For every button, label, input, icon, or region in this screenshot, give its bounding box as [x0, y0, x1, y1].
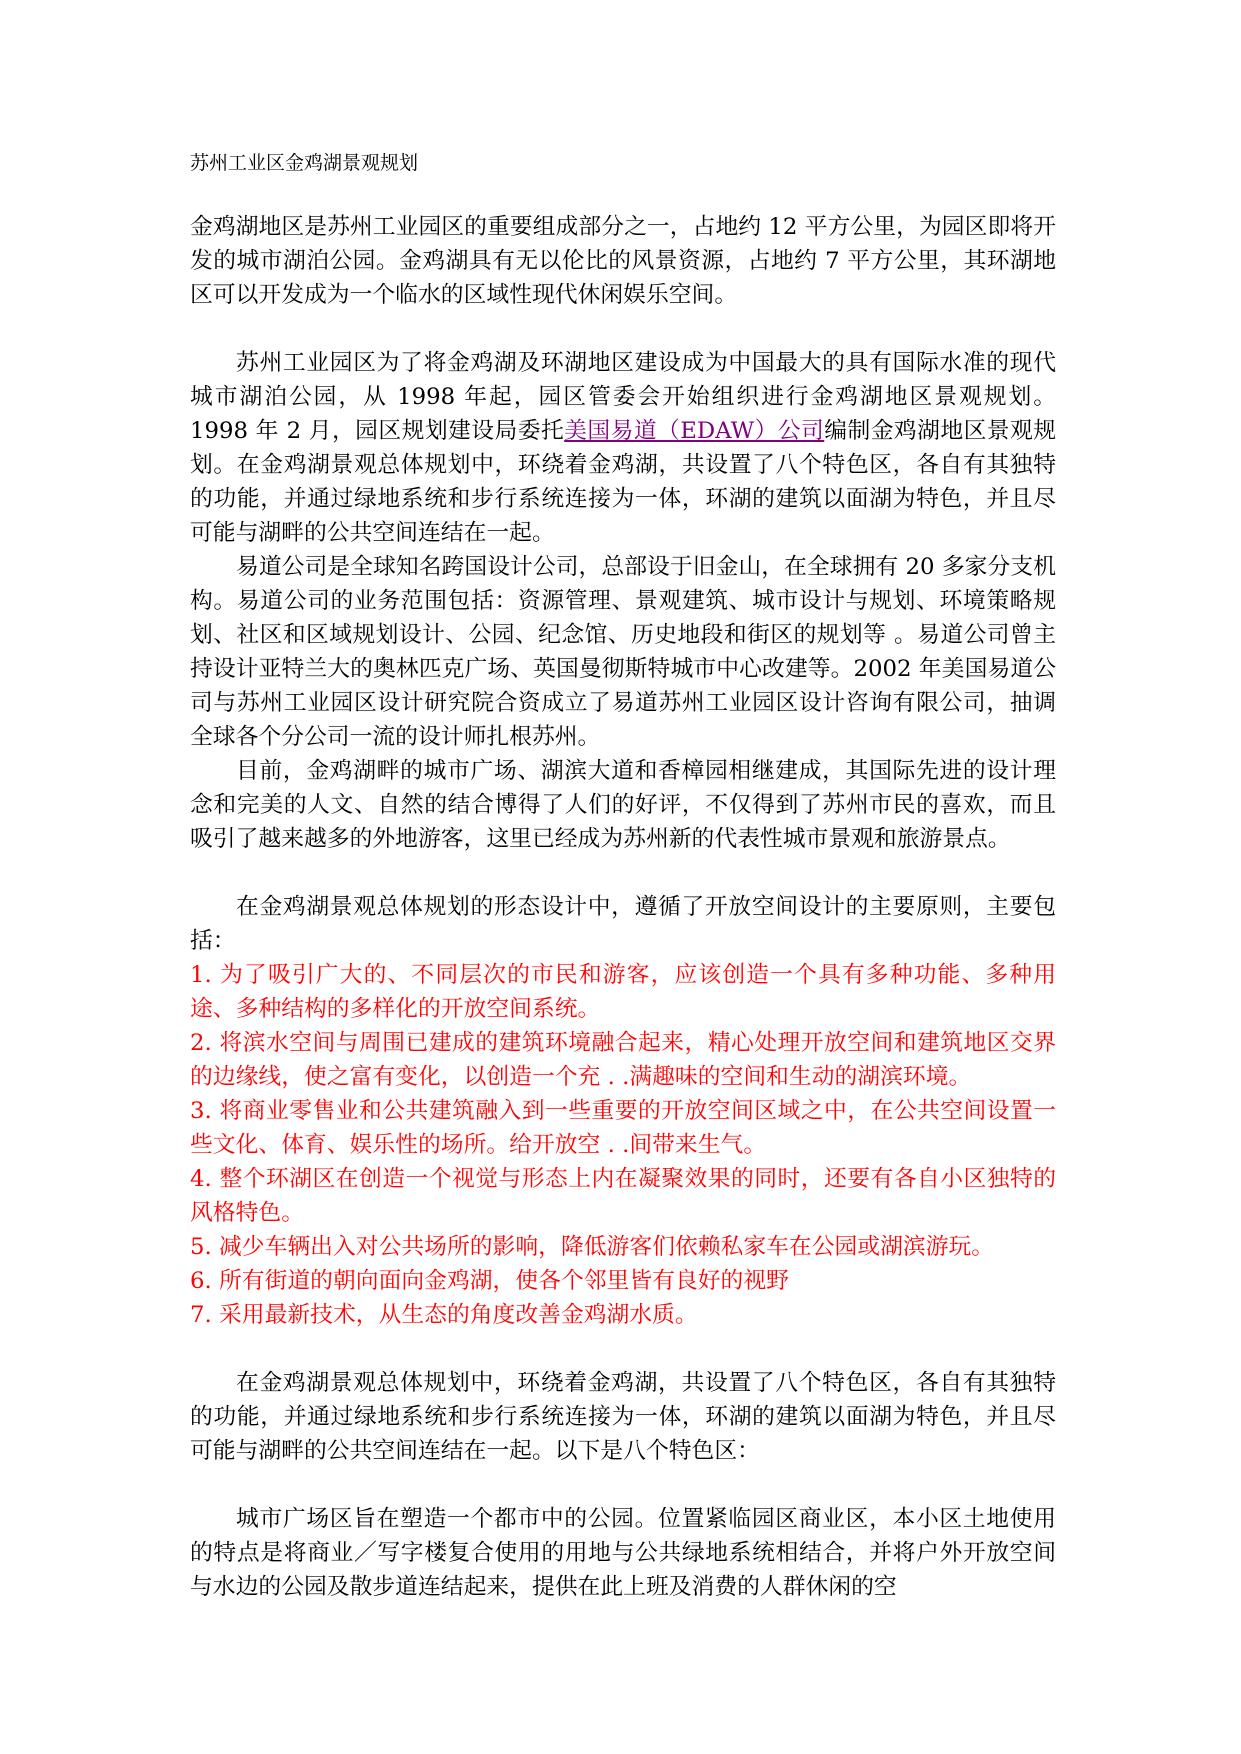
- principle-item: 6. 所有街道的朝向面向金鸡湖，使各个邻里皆有良好的视野: [190, 1268, 789, 1294]
- edaw-link[interactable]: 美国易道（EDAW）公司: [564, 418, 825, 444]
- history-text-after-link: 编制金鸡湖地区景观规划。在金鸡湖景观总体规划中，环绕着金鸡湖，共设置了八个特色区，各自有其独特的功能，并通过绿地系统和步行系统连接为一体，环湖的建筑以面湖为特色，并且尽可能与湖畔的公共空间连结在一起。: [190, 418, 1057, 546]
- principle-item: 5. 减少车辆出入对公共场所的影响，降低游客们依赖私家车在公园或湖滨游玩。: [190, 1234, 995, 1260]
- history-text-before-link: 苏州工业园区为了将金鸡湖及环湖地区建设成为中国最大的具有国际水准的现代城市湖泊公园，从 1998 年起，园区管委会开始组织进行金鸡湖地区景观规划。 1998 年 2 月，园区规划建设局委托: [190, 350, 1056, 444]
- principles-list: [190, 958, 1056, 1332]
- current-status-paragraph: 目前，金鸡湖畔的城市广场、湖滨大道和香樟园相继建成，其国际先进的设计理念和完美的人文、自然的结合博得了人们的好评，不仅得到了苏州市民的喜欢，而且吸引了越来越多的外地游客，这里已经成为苏州新的代表性城市景观和旅游景点。: [190, 758, 1056, 852]
- history-paragraph: [190, 346, 1056, 550]
- edaw-paragraph: 易道公司是全球知名跨国设计公司，总部设于旧金山，在全球拥有 20 多家分支机构。易道公司的业务范围包括：资源管理、景观建筑、城市设计与规划、环境策略规划、社区和区域规划设计、公园、纪念馆、历史地段和街区的规划等 。易道公司曾主持设计亚特兰大的奥林匹克广场、英国曼彻斯特城市中心改建等。2002 年美国易道公司与苏州工业园区设计研究院合资成立了易道苏州工业园区设计咨询有限公司，抽调全球各个分公司一流的设计师扎根苏州。: [190, 554, 1056, 750]
- principle-item: 3. 将商业零售业和公共建筑融入到一些重要的开放空间区域之中，在公共空间设置一些文化、体育、娱乐性的场所。给开放空 . .间带来生气。: [190, 1098, 1056, 1158]
- intro-paragraph: 金鸡湖地区是苏州工业园区的重要组成部分之一，占地约 12 平方公里，为园区即将开发的城市湖泊公园。金鸡湖具有无以伦比的风景资源，占地约 7 平方公里，其环湖地区可以开发成为一个临水的区域性现代休闲娱乐空间。: [190, 214, 1056, 308]
- principles-intro-paragraph: 在金鸡湖景观总体规划的形态设计中，遵循了开放空间设计的主要原则，主要包括：: [190, 894, 1056, 954]
- principle-item: 7. 采用最新技术，从生态的角度改善金鸡湖水质。: [190, 1302, 698, 1328]
- zones-intro-paragraph: 在金鸡湖景观总体规划中，环绕着金鸡湖，共设置了八个特色区，各自有其独特的功能，并通过绿地系统和步行系统连接为一体，环湖的建筑以面湖为特色，并且尽可能与湖畔的公共空间连结在一起。以下是八个特色区：: [190, 1370, 1056, 1464]
- principle-item: 2. 将滨水空间与周围已建成的建筑环境融合起来，精心处理开放空间和建筑地区交界的边缘线，使之富有变化，以创造一个充 . .满趣味的空间和生动的湖滨环境。: [190, 1030, 1056, 1090]
- principle-item: 1. 为了吸引广大的、不同层次的市民和游客，应该创造一个具有多种功能、多种用途、多种结构的多样化的开放空间系统。: [190, 962, 1056, 1022]
- principle-item: 4. 整个环湖区在创造一个视觉与形态上内在凝聚效果的同时，还要有各自小区独特的风格特色。: [190, 1166, 1056, 1226]
- document-page: [190, 150, 1056, 1604]
- document-title: 苏州工业区金鸡湖景观规划: [190, 152, 419, 174]
- city-plaza-paragraph: 城市广场区旨在塑造一个都市中的公园。位置紧临园区商业区，本小区土地使用的特点是将商业／写字楼复合使用的用地与公共绿地系统相结合，并将户外开放空间与水边的公园及散步道连结起来，提供在此上班及消费的人群休闲的空: [190, 1506, 1056, 1600]
